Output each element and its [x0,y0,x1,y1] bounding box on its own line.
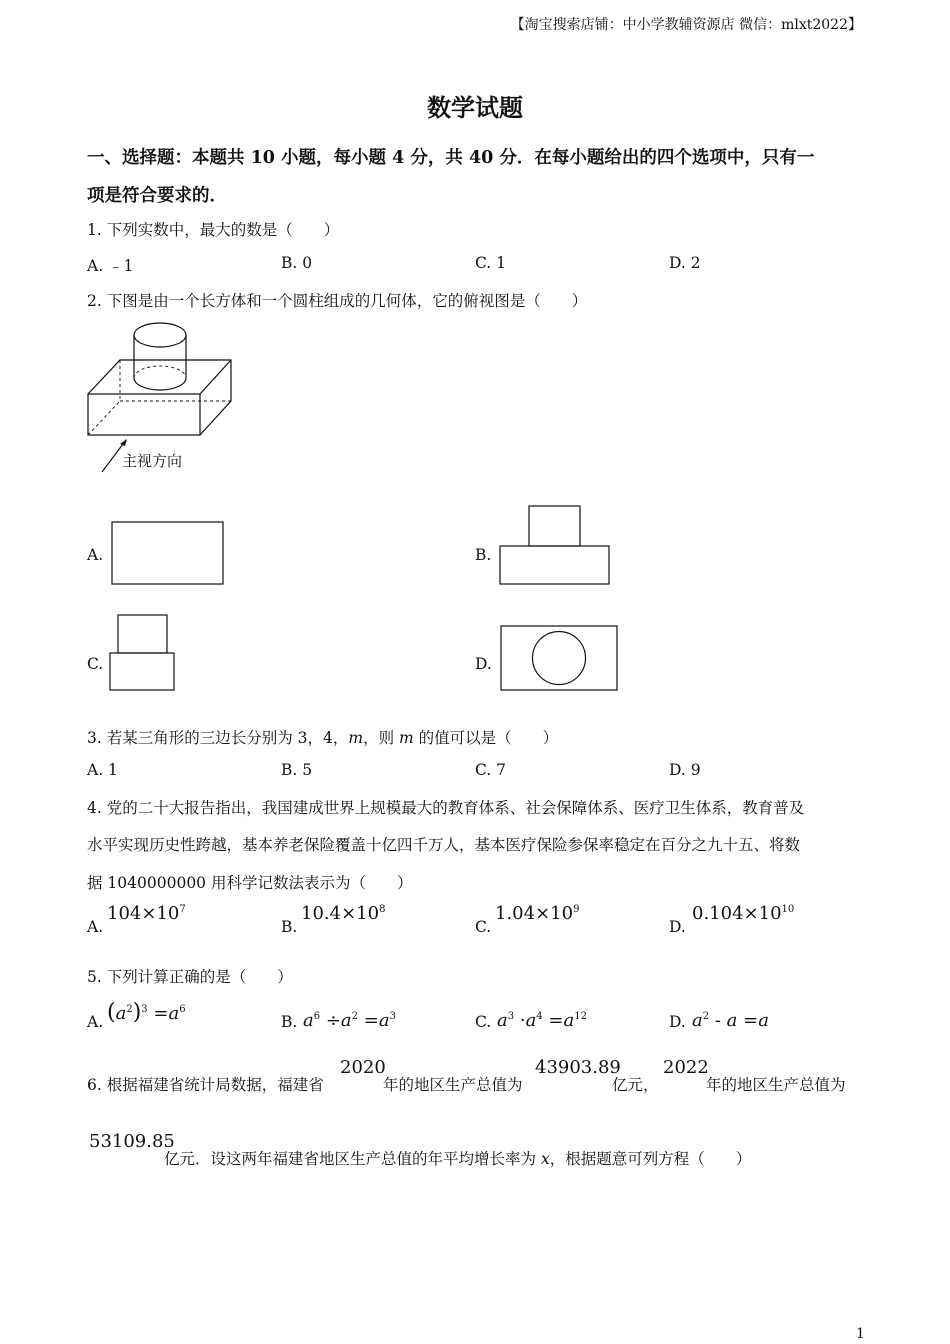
question-4-line3: 据 1040000000 用科学记数法表示为（ ） [87,874,413,892]
q2-option-c-label: C. [87,655,104,673]
q3-option-a: A. 1 [87,761,118,779]
q6-year-2022: 2022 [663,1057,709,1078]
box-front-face [88,394,200,435]
q3-option-d: D. 9 [669,761,701,779]
question-1-stem: 1. 下列实数中，最大的数是（ ） [87,221,340,239]
q5-option-c-label: C. [475,1013,492,1031]
q5-option-b-expr: $a^6 \div a^2 =a^3$ [303,1010,396,1031]
question-4-line1: 4. 党的二十大报告指出，我国建成世界上规模最大的教育体系、社会保障体系、医疗卫生体系，教育普及 [87,799,805,817]
q6-post: 亿元．设这两年福建省地区生产总值的年平均增长率为 x，根据题意可列方程（ ） [164,1150,752,1168]
q4-option-b-expr: $10.4\times 10^8$ [301,903,386,924]
page-header: 【淘宝搜索店铺：中小学教辅资源店 微信：mlxt2022】 [510,17,862,33]
q2-option-b-figure [498,504,612,588]
page-number: 1 [856,1326,865,1342]
q4-option-c-expr: $1.04\times 10^9$ [495,903,580,924]
section-heading-line2: 项是符合要求的． [87,186,227,206]
q4-option-a-expr: $104\times 10^7$ [107,903,186,924]
question-4-line2: 水平实现历史性跨越，基本养老保险覆盖十亿四千万人，基本医疗保险参保率稳定在百分之九十五、将数 [87,836,801,854]
q1-option-c: C. 1 [475,254,507,272]
question-2-stem: 2. 下图是由一个长方体和一个圆柱组成的几何体，它的俯视图是（ ） [87,292,588,310]
q4-option-c-label: C. [475,918,492,936]
q6-mid3: 年的地区生产总值为 [706,1076,846,1094]
section-heading-line1: 一、选择题：本题共 10 小题，每小题 4 分，共 40 分．在每小题给出的四个选项中，只有一 [87,148,815,168]
q2-option-c-figure [108,613,178,693]
q5-option-a-label: A. [87,1013,104,1031]
q5-option-d-label: D. [669,1013,686,1031]
q2-option-b-label: B. [475,546,492,564]
q3-option-b: B. 5 [281,761,313,779]
q2-option-a-figure [110,520,226,586]
q6-mid1: 年的地区生产总值为 [383,1076,523,1094]
q2-option-a-label: A. [87,546,104,564]
q2-option-d-label: D. [475,655,492,673]
q1-option-b: B. 0 [281,254,313,272]
q6-gdp-2022: 53109.85 [89,1131,175,1152]
q5-option-d-expr: $a^2 - a =a$ [692,1010,769,1031]
q1-option-d: D. 2 [669,254,701,272]
box-top-side-edges [88,360,231,435]
cylinder-top [134,323,186,347]
q3-option-c: C. 7 [475,761,507,779]
q6-mid2: 亿元， [612,1076,659,1094]
q4-option-b-label: B. [281,918,298,936]
q4-option-a-label: A. [87,918,104,936]
q5-option-a-expr: $(a^2)^3 =a^6$ [107,1000,186,1025]
figure-direction-label: 主视方向 [122,452,183,470]
q2-option-d-figure [499,624,621,694]
question-5-stem: 5. 下列计算正确的是（ ） [87,968,293,986]
page-title: 数学试题 [427,93,523,122]
q6-year-2020: 2020 [340,1057,386,1078]
q5-option-b-label: B. [281,1013,298,1031]
q4-option-d-expr: $0.104\times 10^{10}$ [692,903,795,924]
q6-gdp-2020: 43903.89 [535,1057,621,1078]
q5-option-c-expr: $a^3 \cdot a^4 =a^{12}$ [497,1010,587,1031]
question-6-pre: 6. 根据福建省统计局数据，福建省 [87,1076,324,1094]
q1-option-a: A. ﹣1 [87,257,134,275]
q4-option-d-label: D. [669,918,686,936]
question-3-stem: 3. 若某三角形的三边长分别为 3，4，m，则 m 的值可以是（ ） [87,729,559,747]
